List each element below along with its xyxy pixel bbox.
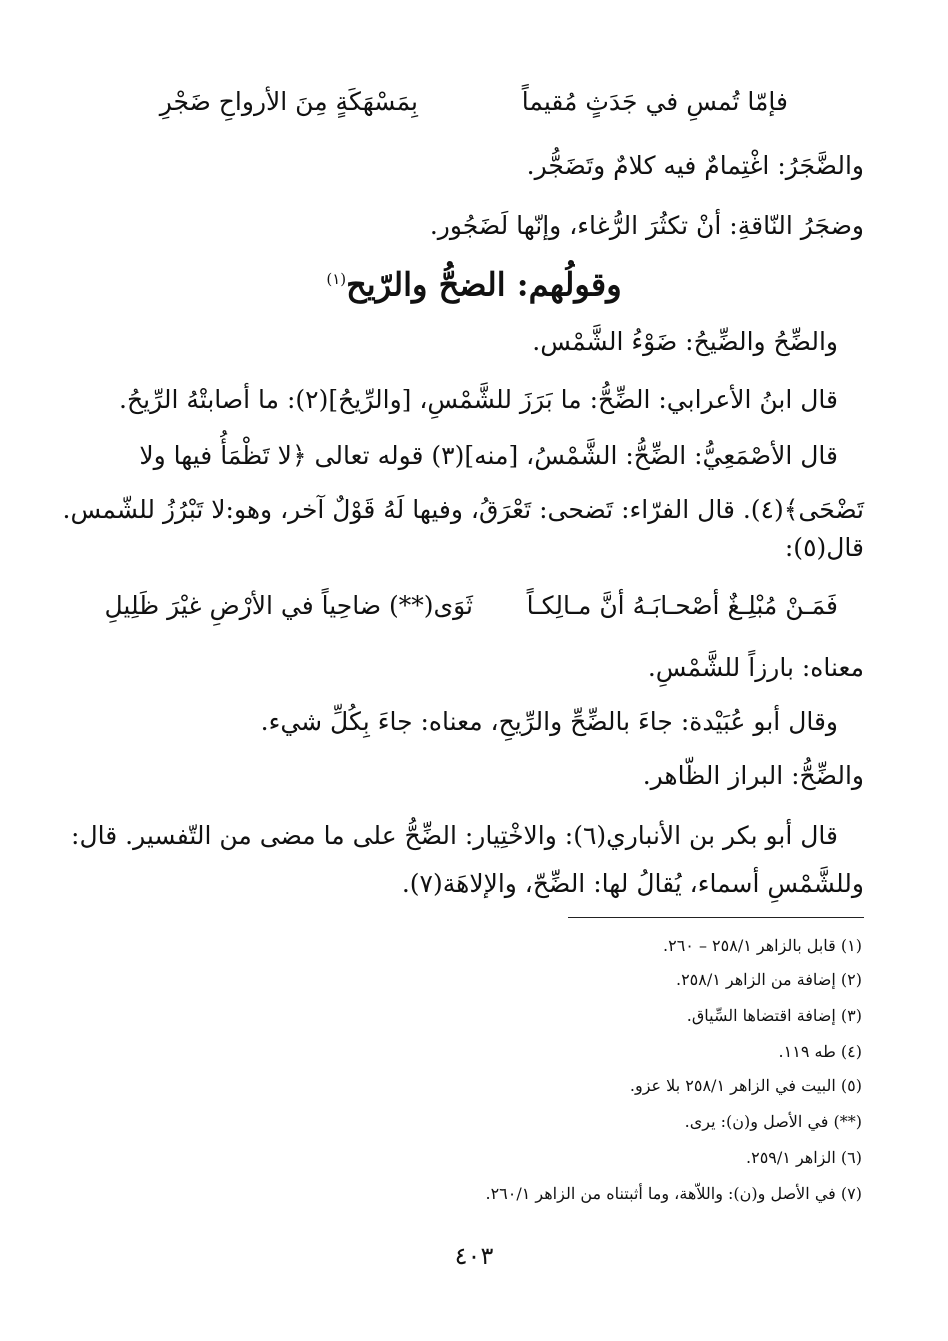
paragraph: وقال أبو عُبَيْدة: جاءَ بالضِّحِّ والرِّيحِ، معناه: جاءَ بِكُلِّ شيء. bbox=[260, 707, 838, 736]
footnote: (٦) الزاهر ٢٥٩/١. bbox=[746, 1148, 862, 1167]
paragraph: والضِّحُ والضِّيحُ: ضَوْءُ الشَّمْس. bbox=[532, 327, 838, 356]
verse-2-first-hemistich: فَمَـنْ مُبْلِـغٌ أصْحـابَـهُ أنَّ مـالِكـاً bbox=[526, 591, 838, 620]
heading-note-marker: (١) bbox=[326, 270, 347, 288]
page-number: ٤٠٣ bbox=[454, 1242, 494, 1270]
verse-2-second-hemistich: ثَوَى(**) ضاحِياً في الأرْضِ غيْرَ ظَلِيلِ bbox=[104, 591, 473, 620]
paragraph: قال(٥): bbox=[784, 533, 864, 562]
footnote: (١) قابل بالزاهر ٢٥٨/١ – ٢٦٠. bbox=[663, 936, 862, 955]
paragraph: قال الأصْمَعِيُّ: الضِّحُّ: الشَّمْسُ، [منه](٣) قوله تعالى ﴿لا تَظْمَأُ فيها ولا bbox=[139, 441, 838, 470]
footnote-divider bbox=[568, 917, 864, 918]
footnote: (٢) إضافة من الزاهر ٢٥٨/١. bbox=[675, 970, 862, 989]
verse-1-second-hemistich: بِمَسْهَكَةٍ مِنَ الأرواحِ ضَجْرِ bbox=[159, 87, 418, 116]
heading-text: وقولُهم: الضحُّ والرّيح bbox=[346, 265, 622, 304]
footnote: (٧) في الأصل و(ن): واللاّهة، وما أثبتناه من الزاهر ٢٦٠/١. bbox=[485, 1184, 862, 1203]
paragraph: قال أبو بكر بن الأنباري(٦): والاخْتِيار: الضِّحُّ على ما مضى من التّفسير. قال: bbox=[71, 821, 838, 850]
paragraph: تَضْحَى﴾(٤). قال الفرّاء: تَضحى: تَعْرَقُ، وفيها لَهُ قَوْلٌ آخر، وهو:لا تَبْرُزُ للشّمس. bbox=[62, 495, 864, 524]
text-line: وضجَرُ النّاقةِ: أنْ تكثُرَ الرُّغاء، وإنّها لَضَجُور. bbox=[429, 211, 864, 240]
paragraph: معناه: بارزاً للشَّمْسِ. bbox=[647, 653, 864, 682]
footnote: (٣) إضافة اقتضاها السِّياق. bbox=[686, 1006, 862, 1025]
verse-1-first-hemistich: فإمّا تُمسِ في جَدَثٍ مُقيماً bbox=[521, 87, 788, 116]
paragraph: والضِّحُّ: البراز الظّاهر. bbox=[642, 761, 864, 790]
footnote: (٤) طه ١١٩. bbox=[778, 1042, 862, 1061]
text-line: والضَّجَرُ: اغْتِمامٌ فيه كلامٌ وتَضَجُّر. bbox=[526, 151, 864, 180]
paragraph: قال ابنُ الأعرابي: الضِّحُّ: ما بَرَزَ للشَّمْسِ، [والرِّيحُ](٢): ما أصابتْهُ الرِّيحُ. bbox=[119, 385, 838, 414]
paragraph: وللشَّمْسِ أسماء، يُقالُ لها: الضِّحّ، والإلاهَة(٧). bbox=[401, 869, 864, 898]
footnote: (**) في الأصل و(ن): يرى. bbox=[684, 1112, 862, 1131]
section-heading bbox=[0, 256, 948, 308]
footnote: (٥) البيت في الزاهر ٢٥٨/١ بلا عزو. bbox=[629, 1076, 862, 1095]
